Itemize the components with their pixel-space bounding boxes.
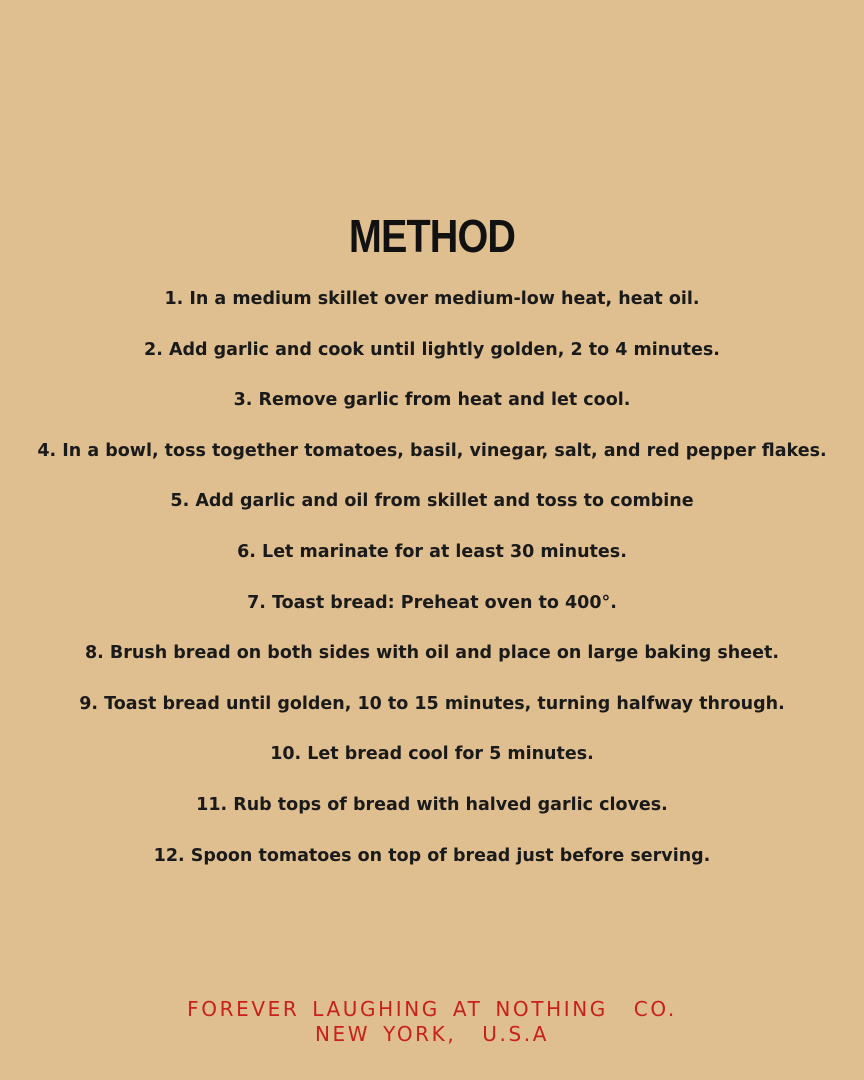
method-step-9: 9. Toast bread until golden, 10 to 15 minutes, turning halfway through.: [79, 693, 785, 714]
footer-brand: [0, 997, 864, 1047]
method-step-10: 10. Let bread cool for 5 minutes.: [270, 744, 594, 765]
method-step-7: 7. Toast bread: Preheat oven to 400°.: [247, 592, 617, 613]
method-step-2: 2. Add garlic and cook until lightly golden, 2 to 4 minutes.: [144, 339, 720, 360]
method-step-4: 4. In a bowl, toss together tomatoes, basil, vinegar, salt, and red pepper flakes.: [37, 440, 827, 461]
page-title: METHOD: [348, 210, 516, 262]
method-step-3: 3. Remove garlic from heat and let cool.: [233, 390, 631, 411]
method-steps-list: [0, 284, 864, 891]
method-step-12: 12. Spoon tomatoes on top of bread just before serving.: [153, 845, 711, 866]
method-step-6: 6. Let marinate for at least 30 minutes.: [237, 541, 627, 562]
footer-location: NEW YORK, U.S.A: [314, 1022, 549, 1046]
method-step-8: 8. Brush bread on both sides with oil and place on large baking sheet.: [84, 643, 780, 664]
footer-company-name: FOREVER LAUGHING AT NOTHING CO.: [187, 997, 677, 1021]
method-step-1: 1. In a medium skillet over medium-low heat, heat oil.: [164, 289, 700, 309]
method-step-11: 11. Rub tops of bread with halved garlic cloves.: [196, 794, 668, 815]
method-step-5: 5. Add garlic and oil from skillet and toss to combine: [170, 491, 694, 512]
